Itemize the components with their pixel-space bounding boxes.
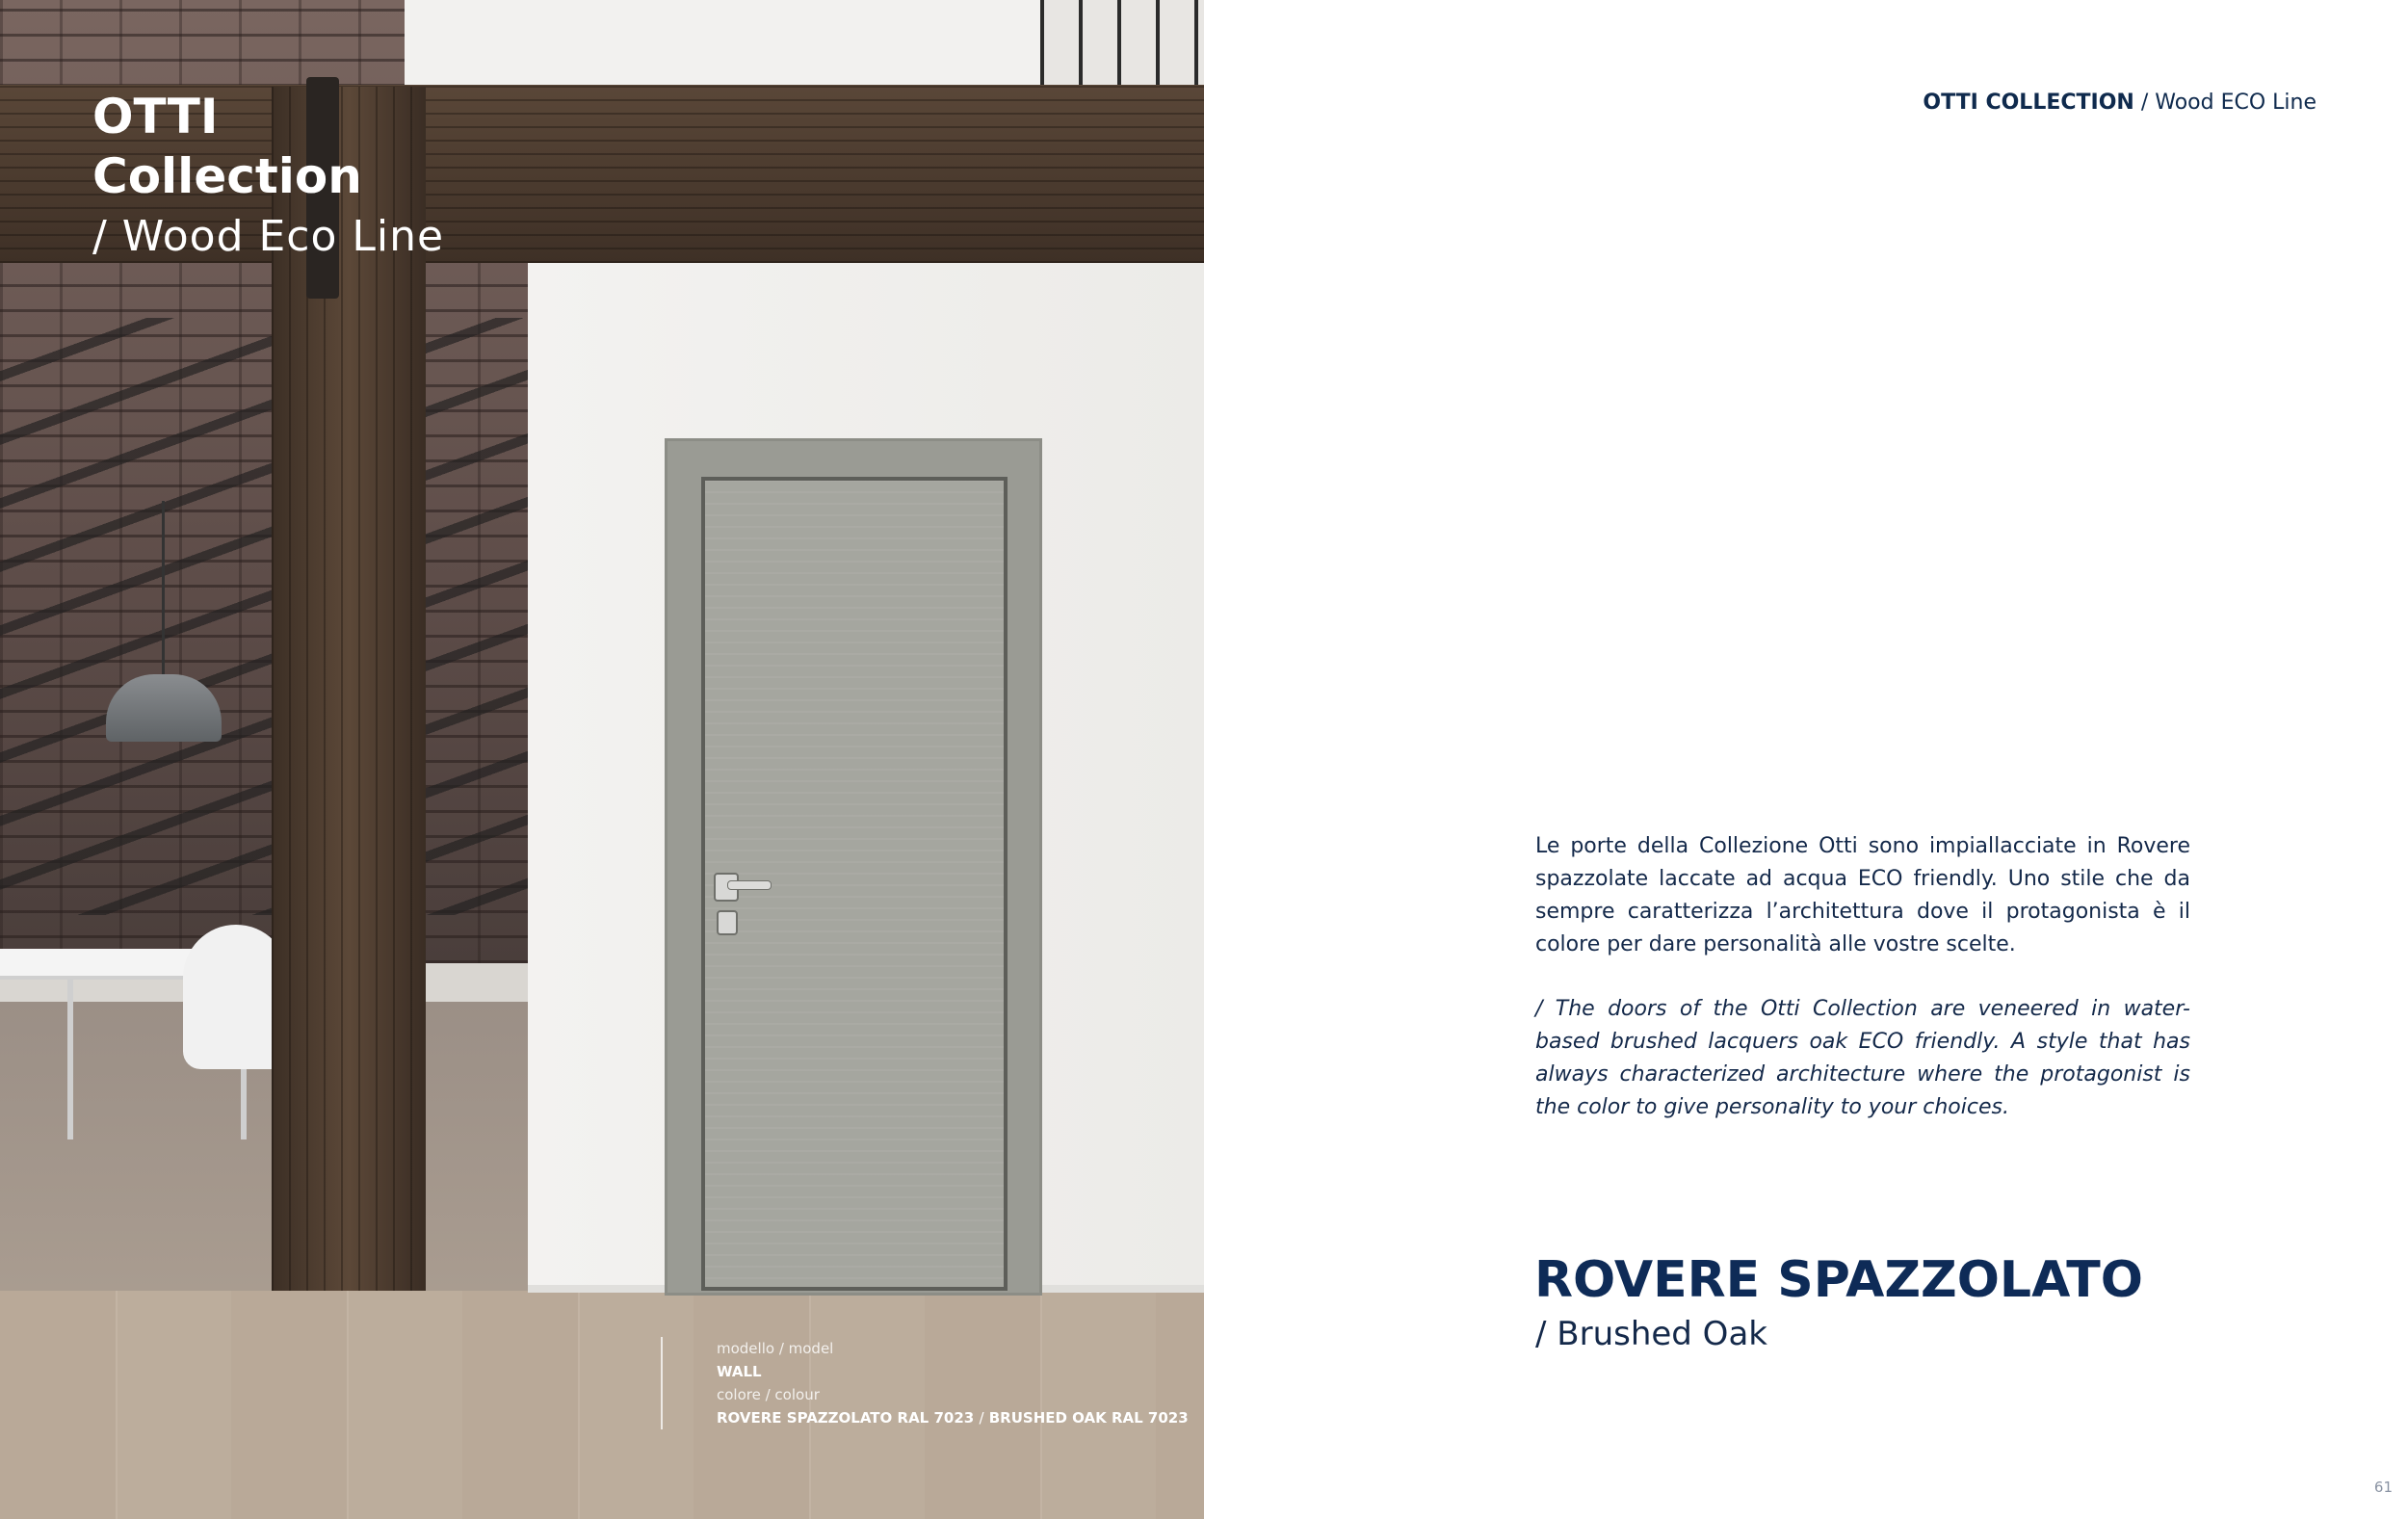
colour-label: colore / colour [717,1386,820,1403]
staircase [0,318,528,915]
description [1535,830,2190,1124]
model-label: modello / model [717,1340,834,1357]
title-line-3: / Wood Eco Line [92,212,445,261]
mezzanine-railing [1040,0,1204,85]
finish-translation: / Brushed Oak [1535,1315,1767,1353]
wooden-beam-vertical [272,87,426,1349]
description-italian: Le porte della Collezione Otti sono impiallacciate in Rovere spazzolate laccate ad acqua ECO friendly. Uno stile che da sempre caratterizza l’architettura dove il protagonista è il colore per dare personalità alle vostre scelte. [1535,834,2190,956]
title-line-2: Collection [92,148,362,204]
running-header [1923,91,2316,115]
lamp-cord [162,501,165,674]
upper-wall [405,0,1040,87]
product-caption [661,1337,1189,1429]
colour-value-it: ROVERE SPAZZOLATO RAL 7023 [717,1409,975,1427]
title-line-1: OTTI [92,89,219,144]
keyhole-icon [717,910,738,935]
finish-name: ROVERE SPAZZOLATO [1534,1251,2143,1309]
colour-separator: / [979,1409,984,1427]
header-line: / Wood ECO Line [2140,91,2316,115]
photo-title [92,87,444,268]
page-number: 61 [2373,1479,2393,1496]
model-value: WALL [717,1363,762,1380]
colour-value [717,1406,1189,1429]
door-handle-icon [727,880,772,890]
colour-value-en: BRUSHED OAK RAL 7023 [988,1409,1189,1427]
description-english: / The doors of the Otti Collection are veneered in water-based brushed lacquers oak ECO friendly. A style that has always characterized architecture where the protagonist is the color to give personality to your choices. [1535,997,2190,1119]
header-collection: OTTI COLLECTION [1923,91,2134,115]
table-leg [67,976,73,1139]
